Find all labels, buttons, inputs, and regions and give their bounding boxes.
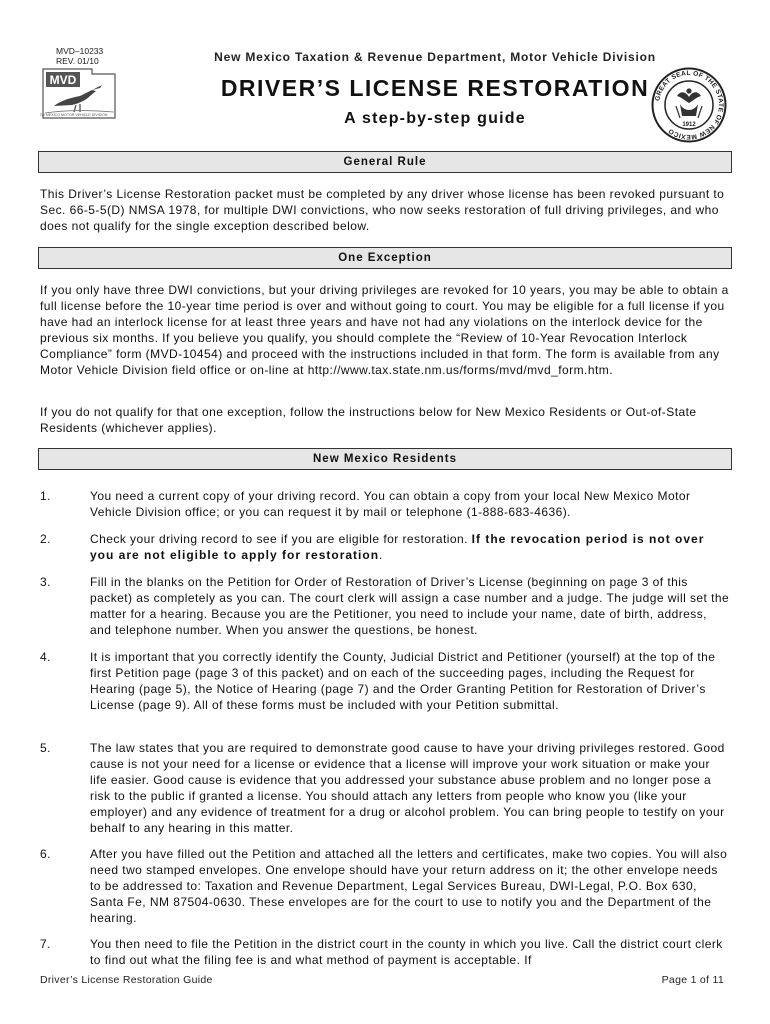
seal-text: GREAT SEAL OF THE STATE OF NEW MEXICO — [654, 69, 725, 141]
list-item — [40, 740, 730, 836]
list-item — [40, 649, 730, 713]
logo-mvd-text: MVD — [49, 73, 77, 87]
logo-tagline: NEW MEXICO MOTOR VEHICLE DIVISION — [40, 113, 108, 117]
seal-year: 1912 — [682, 122, 696, 128]
list-item-text-plain: Check your driving record to see if you are eligible for restoration. — [90, 532, 472, 546]
list-item-text: Fill in the blanks on the Petition for Order of Restoration of Driver’s License (beginning on page 3 of this packet) as completely as you can. The court clerk will assign a case number and a judge. The judge will set the matter for a hearing. Because you are the Petitioner, you need to include your name, date of birth, address, and telephone number. When you answer the questions, be honest. — [90, 575, 730, 637]
list-item-text — [90, 531, 730, 563]
one-exception-heading: One Exception — [38, 247, 732, 269]
list-item-text-emphasis: If the revocation period is not over you are not eligible to apply for restoration — [90, 532, 705, 562]
list-item-number: 2. — [40, 532, 51, 546]
state-seal — [650, 66, 728, 144]
list-item — [40, 846, 730, 926]
form-identifier — [56, 46, 103, 66]
footer-page-number: Page 1 of 11 — [661, 974, 724, 986]
list-item-text: You then need to file the Petition in the district court in the county in which you live. Call the district court clerk to find out what the filing fee is and what method of payment is acceptable. If — [90, 937, 723, 967]
state-seal-graphic — [650, 66, 728, 144]
list-item-text: It is important that you correctly identify the County, Judicial District and Petitioner (yourself) at the top of the first Petition page (page 3 of this packet) and on each of the succeeding pages, including the Request for Hearing (page 5), the Notice of Hearing (page 7) and the Order Granting Petition for Restoration of Driver’s License (page 9). All of these forms must be included with your Petition submittal. — [90, 650, 716, 712]
one-exception-text: If you only have three DWI convictions, but your driving privileges are revoked for 10 years, you may be able to obtain a full license before the 10-year time period is over and without going to court. You may be eligible for a full license if you have had an interlock license for at least three years and have not had any violations on the interlock device for the previous six months. If you believe you qualify, you should complete the “Review of 10-Year Revocation Interlock Compliance” form (MVD-10454) and proceed with the instructions included in that form. The form is available from any Motor Vehicle Division field office or on-line at http://www.tax.state.nm.us/forms/mvd/mvd_form.htm. — [40, 283, 729, 377]
form-number: MVD–10233 — [56, 46, 104, 56]
form-revision: REV. 01/10 — [56, 56, 99, 66]
document-subtitle: A step-by-step guide — [344, 110, 526, 127]
one-exception-followup: If you do not qualify for that one exception, follow the instructions below for New Mexico Residents or Out-of-State Residents (whichever applies). — [40, 405, 697, 435]
list-item-number: 4. — [40, 650, 51, 664]
list-item-text: After you have filled out the Petition and attached all the letters and certificates, make two copies. You will also need two stamped envelopes. One envelope should have your return address on it; the other envelope needs to be addressed to: Taxation and Revenue Department, Legal Services Bureau, DWI-Legal, P.O. Box 630, Santa Fe, NM 87504-0630. These envelopes are for the court to use to notify you and the Department of the hearing. — [90, 847, 728, 925]
list-item — [40, 936, 730, 968]
general-rule-text: This Driver’s License Restoration packet must be completed by any driver whose license has been revoked pursuant to Sec. 66-5-5(D) NMSA 1978, for multiple DWI convictions, who now seeks restoration of full driving privileges, and who does not qualify for the single exception described below. — [40, 187, 725, 233]
list-item-text: The law states that you are required to demonstrate good cause to have your driving privileges restored. Good cause is not your need for a license or evidence that a license will improve your work situation or make your life easier. Good cause is evidence that you addressed your substance abuse problem and no longer pose a risk to the public if granted a license. You should attach any letters from people who know you (like your employer) and any evidence of treatment for a drug or alcohol problem. You can bring people to testify on your behalf to any hearing in this matter. — [90, 741, 725, 835]
document-title: DRIVER’S LICENSE RESTORATION — [220, 75, 650, 101]
list-item-number: 5. — [40, 741, 51, 755]
list-item — [40, 574, 730, 638]
nm-residents-heading: New Mexico Residents — [38, 448, 732, 470]
list-item-number: 3. — [40, 575, 51, 589]
list-item — [40, 531, 730, 563]
list-item-text-end: . — [379, 548, 383, 562]
list-item-number: 7. — [40, 937, 51, 951]
footer-document-name: Driver’s License Restoration Guide — [40, 974, 213, 986]
list-item-number: 6. — [40, 847, 51, 861]
list-item-number: 1. — [40, 489, 51, 503]
general-rule-heading: General Rule — [38, 151, 732, 173]
list-item — [40, 488, 730, 520]
department-heading: New Mexico Taxation & Revenue Department, Motor Vehicle Division — [214, 50, 656, 64]
list-item-text: You need a current copy of your driving record. You can obtain a copy from your local New Mexico Motor Vehicle Division office; or you can request it by mail or telephone (1-888-683-4636). — [90, 489, 691, 519]
